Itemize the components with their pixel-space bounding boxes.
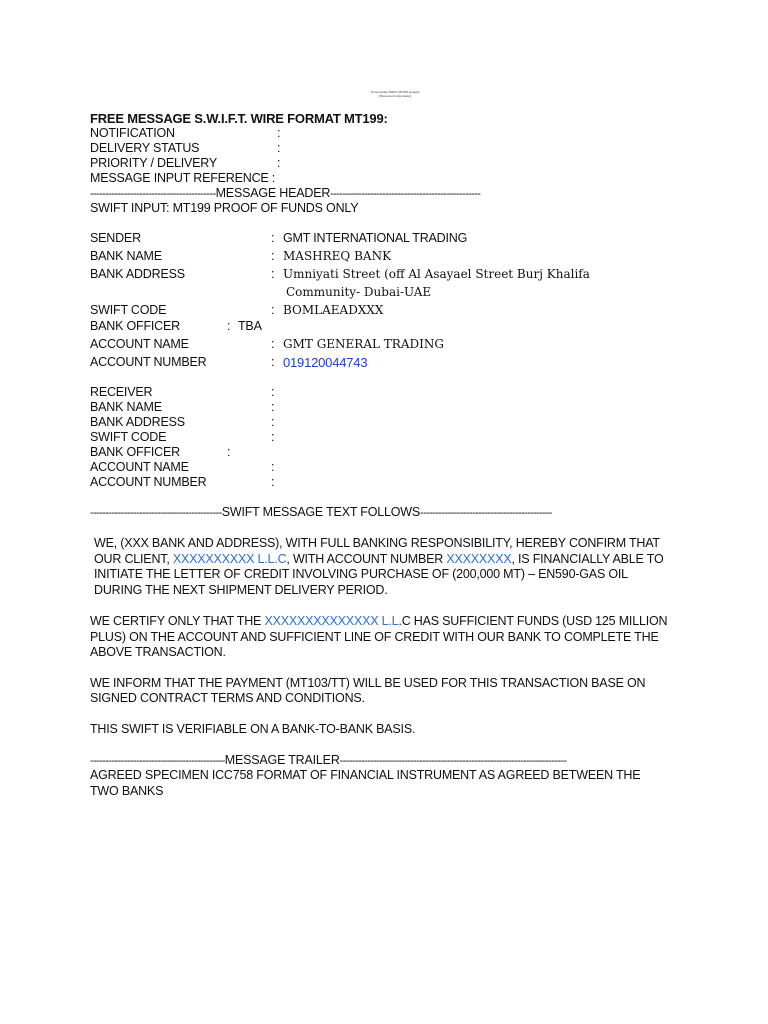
divider-right-dashes: -------------------------------------------------------------------------- (339, 755, 567, 767)
colon: : (271, 430, 275, 444)
divider-left-dashes: ----------------------------------------- (90, 188, 216, 200)
receiver-bank-name-label: BANK NAME (90, 400, 162, 414)
delivery-status-row (90, 141, 690, 156)
paragraph-1-part-2: , WITH ACCOUNT NUMBER (286, 551, 447, 566)
swift-input-label: SWIFT INPUT: MT199 PROOF OF FUNDS ONLY (90, 201, 359, 215)
priority-delivery-label: PRIORITY / DELIVERY (90, 156, 218, 170)
sender-label: SENDER (90, 231, 141, 245)
message-input-reference-row (90, 171, 690, 186)
paragraph-1-part-3: , IS FINANCIALLY ABLE TO INITIATE THE LETTER OF CREDIT INVOLVING PURCHASE OF (200,000 MT) – EN590-GAS OIL DURING THE NEXT SHIPMENT DELIVERY PERIOD. (94, 551, 664, 597)
receiver-account-name-row (90, 460, 690, 475)
colon: : (227, 319, 231, 333)
receiver-bank-name-row (90, 400, 690, 415)
sender-bank-address-row (90, 267, 690, 285)
paragraph-2-part-2: .C HAS SUFFICIENT FUNDS (USD 125 MILLION PLUS) ON THE ACCOUNT AND SUFFICIENT LINE OF CREDIT WITH OUR BANK TO COMPLETE THE ABOVE TRANSACTION. (90, 614, 668, 659)
receiver-bank-officer-row (90, 445, 690, 460)
client-name-placeholder: XXXXXXXXXX L.L.C (172, 551, 287, 566)
bank-address-line-2: Community- Dubai-UAE (286, 285, 432, 299)
receiver-bank-address-row (90, 415, 690, 430)
receiver-bank-officer-label: BANK OFFICER (90, 445, 180, 459)
colon: : (227, 445, 231, 459)
colon: : (271, 303, 275, 317)
sender-swift-code-row (90, 303, 690, 319)
colon: : (271, 475, 275, 489)
account-number-placeholder: XXXXXXXX (446, 551, 512, 566)
message-input-reference-label: MESSAGE INPUT REFERENCE : (90, 171, 276, 185)
bank-address-line-1: Umniyati Street (off Al Asayael Street Burj Khalifa (283, 267, 590, 281)
paragraph-2-part-1: WE CERTIFY ONLY THAT THE (90, 614, 265, 628)
sender-bank-name-row (90, 249, 690, 267)
sender-account-name-row (90, 337, 690, 355)
trailer-text: AGREED SPECIMEN ICC758 FORMAT OF FINANCIAL INSTRUMENT AS AGREED BETWEEN THE TWO BANKS (90, 768, 641, 798)
bank-name-label: BANK NAME (90, 249, 162, 263)
verification-paragraph: THIS SWIFT IS VERIFIABLE ON A BANK-TO-BANK BASIS. (90, 721, 416, 736)
confirmation-paragraph (90, 536, 668, 598)
account-number-value: 019120044743 (283, 355, 368, 370)
bank-officer-value: TBA (238, 319, 262, 333)
account-name-label: ACCOUNT NAME (90, 337, 189, 351)
bank-address-label: BANK ADDRESS (90, 267, 185, 281)
sender-bank-officer-row (90, 319, 690, 337)
colon: : (271, 385, 275, 399)
colon: : (277, 156, 281, 170)
account-number-label: ACCOUNT NUMBER (90, 355, 207, 369)
colon: : (271, 400, 275, 414)
bank-name-value: MASHREQ BANK (283, 249, 392, 263)
sender-value: GMT INTERNATIONAL TRADING (283, 231, 468, 245)
priority-delivery-row (90, 156, 690, 171)
colon: : (277, 141, 281, 155)
divider-left-dashes: ------------------------------------------- (90, 507, 222, 519)
message-text-divider (90, 505, 690, 520)
divider-right-dashes: ------------------------------------------------- (330, 188, 481, 200)
colon: : (271, 231, 275, 245)
divider-right-dashes: ------------------------------------------- (420, 507, 552, 519)
colon: : (271, 249, 275, 263)
colon: : (271, 337, 275, 351)
receiver-label: RECEIVER (90, 385, 153, 399)
message-trailer-divider (90, 753, 690, 768)
payment-paragraph: WE INFORM THAT THE PAYMENT (MT103/TT) WILL BE USED FOR THIS TRANSACTION BASE ON SIGNED CONTRACT TERMS AND CONDITIONS. (90, 675, 646, 705)
notification-row (90, 126, 690, 141)
paragraph-1-part-1: WE, (XXX BANK AND ADDRESS), WITH FULL BANKING RESPONSIBILITY, HEREBY CONFIRM THAT OUR CLIENT, (94, 536, 660, 566)
receiver-swift-code-label: SWIFT CODE (90, 430, 167, 444)
colon: : (271, 355, 275, 369)
bank-officer-label: BANK OFFICER (90, 319, 180, 333)
receiver-swift-code-row (90, 430, 690, 445)
notification-label: NOTIFICATION (90, 126, 175, 140)
message-trailer-label: MESSAGE TRAILER (224, 753, 340, 767)
swift-input-row (90, 201, 690, 216)
sender-account-number-row (90, 355, 690, 373)
message-header-label: MESSAGE HEADER (215, 186, 331, 200)
message-text-label: SWIFT MESSAGE TEXT FOLLOWS (221, 505, 421, 519)
colon: : (271, 460, 275, 474)
document-title: FREE MESSAGE S.W.I.F.T. WIRE FORMAT MT199: (90, 111, 388, 126)
swift-message-body (90, 111, 690, 799)
receiver-bank-address-label: BANK ADDRESS (90, 415, 185, 429)
colon: : (277, 126, 281, 140)
sender-bank-address-row-2 (90, 285, 690, 303)
tiny-header-line-2: [?document information] (378, 94, 412, 98)
message-header-divider (90, 186, 690, 201)
tiny-header-line-1: [?commodity SWIFT MT199 sample] (370, 90, 420, 94)
receiver-account-number-label: ACCOUNT NUMBER (90, 475, 207, 489)
tiny-document-header (340, 90, 450, 98)
colon: : (271, 415, 275, 429)
sender-row (90, 231, 690, 249)
receiver-account-number-row (90, 475, 690, 490)
swift-code-label: SWIFT CODE (90, 303, 167, 317)
colon: : (271, 267, 275, 281)
account-name-value: GMT GENERAL TRADING (283, 337, 444, 351)
receiver-row (90, 385, 690, 400)
client-name-placeholder-2: XXXXXXXXXXXXXX L.L (264, 614, 399, 628)
receiver-account-name-label: ACCOUNT NAME (90, 460, 189, 474)
certification-paragraph (90, 614, 682, 661)
swift-code-value: BOMLAEADXXX (283, 303, 384, 317)
divider-left-dashes: -------------------------------------------- (90, 755, 225, 767)
delivery-status-label: DELIVERY STATUS (90, 141, 200, 155)
